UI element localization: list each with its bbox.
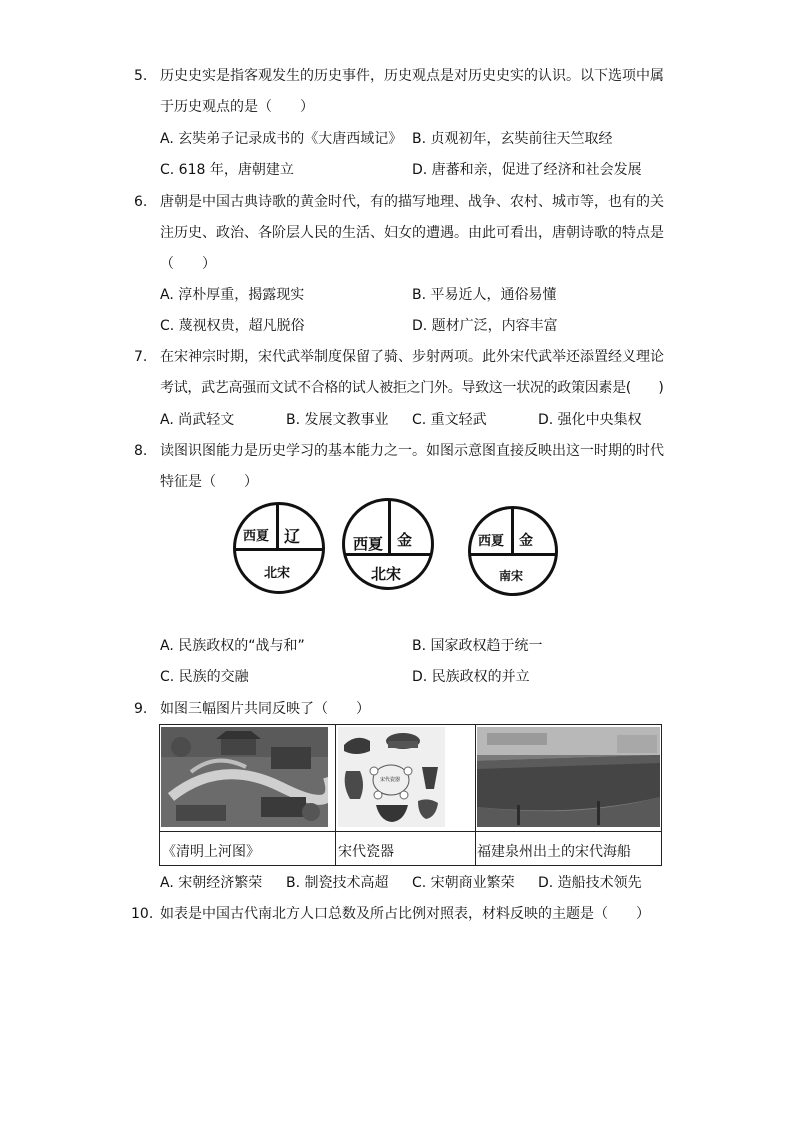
option-d[interactable]: D. 唐蕃和亲，促进了经济和社会发展 bbox=[412, 162, 642, 178]
option-b[interactable]: B. 制瓷技术高超 bbox=[286, 875, 389, 891]
option-a[interactable]: A. 民族政权的“战与和” bbox=[160, 638, 305, 654]
image-caption: 福建泉州出土的宋代海船 bbox=[477, 844, 631, 860]
option-c[interactable]: C. 重文轻武 bbox=[412, 412, 487, 428]
question-stem: 唐朝是中国古典诗歌的黄金时代，有的描写地理、战争、农村、城市等，也有的关 bbox=[160, 194, 664, 210]
region-label: 北宋 bbox=[264, 566, 291, 581]
question-stem: 读图识图能力是历史学习的基本能力之一。如图示意图直接反映出这一时期的时代 bbox=[160, 443, 664, 459]
option-d[interactable]: D. 民族政权的并立 bbox=[412, 669, 530, 685]
question-stem: 在宋神宗时期，宋代武举制度保留了骑、步射两项。此外宋代武举还添置经义理论 bbox=[160, 349, 664, 365]
option-d[interactable]: D. 造船技术领先 bbox=[538, 875, 642, 891]
region-label: 金 bbox=[519, 533, 533, 549]
question-number: 10. bbox=[131, 906, 154, 922]
region-label: 西夏 bbox=[243, 529, 270, 544]
option-a[interactable]: A. 尚武轻文 bbox=[160, 412, 235, 428]
question-stem: 如图三幅图片共同反映了（ ） bbox=[160, 701, 370, 717]
question-stem: 如表是中国古代南北方人口总数及所占比例对照表，材料反映的主题是（ ） bbox=[160, 906, 650, 922]
question-stem: 考试，武艺高强而文试不合格的试人被拒之门外。导致这一状况的政策因素是( ) bbox=[160, 380, 664, 396]
region-label: 金 bbox=[397, 531, 413, 549]
qingming-painting-image bbox=[161, 727, 328, 827]
region-label: 辽 bbox=[284, 527, 301, 546]
question-number: 5. bbox=[134, 68, 148, 84]
option-c[interactable]: C. 民族的交融 bbox=[160, 669, 249, 685]
option-a[interactable]: A. 宋朝经济繁荣 bbox=[160, 875, 263, 891]
question-stem: 注历史、政治、各阶层人民的生活、妇女的遭遇。由此可看出，唐朝诗歌的特点是 bbox=[160, 225, 664, 241]
question-number: 6. bbox=[134, 194, 148, 210]
ceramics-center-label: 宋代瓷器 bbox=[380, 777, 401, 783]
question-stem: （ ） bbox=[160, 256, 216, 272]
option-a[interactable]: A. 淳朴厚重，揭露现实 bbox=[160, 287, 305, 303]
image-caption: 宋代瓷器 bbox=[338, 844, 394, 860]
option-b[interactable]: B. 发展文教事业 bbox=[286, 412, 389, 428]
option-b[interactable]: B. 平易近人，通俗易懂 bbox=[412, 287, 557, 303]
image-caption: 《清明上河图》 bbox=[162, 844, 260, 860]
region-label: 西夏 bbox=[353, 535, 384, 553]
question-stem: 历史史实是指客观发生的历史事件，历史观点是对历史史实的认识。以下选项中属 bbox=[160, 68, 664, 84]
option-d[interactable]: D. 题材广泛，内容丰富 bbox=[412, 318, 558, 334]
question-stem: 于历史观点的是（ ） bbox=[160, 99, 314, 115]
song-ceramics-image bbox=[338, 727, 445, 827]
option-c[interactable]: C. 蔑视权贵，超凡脱俗 bbox=[160, 318, 305, 334]
option-c[interactable]: C. 618 年，唐朝建立 bbox=[160, 162, 294, 178]
question-stem: 特征是（ ） bbox=[160, 474, 258, 490]
region-label: 西夏 bbox=[478, 534, 505, 549]
question-number: 8. bbox=[134, 443, 148, 459]
option-a[interactable]: A. 玄奘弟子记录成书的《大唐西域记》 bbox=[160, 131, 403, 147]
region-label: 南宋 bbox=[499, 569, 524, 583]
option-b[interactable]: B. 国家政权趋于统一 bbox=[412, 638, 543, 654]
question-number: 7. bbox=[134, 349, 148, 365]
song-ship-image bbox=[477, 727, 660, 827]
region-label: 北宋 bbox=[371, 565, 402, 583]
option-d[interactable]: D. 强化中央集权 bbox=[538, 412, 642, 428]
option-c[interactable]: C. 宋朝商业繁荣 bbox=[412, 875, 515, 891]
option-b[interactable]: B. 贞观初年，玄奘前往天竺取经 bbox=[412, 131, 613, 147]
question-number: 9. bbox=[134, 701, 148, 717]
